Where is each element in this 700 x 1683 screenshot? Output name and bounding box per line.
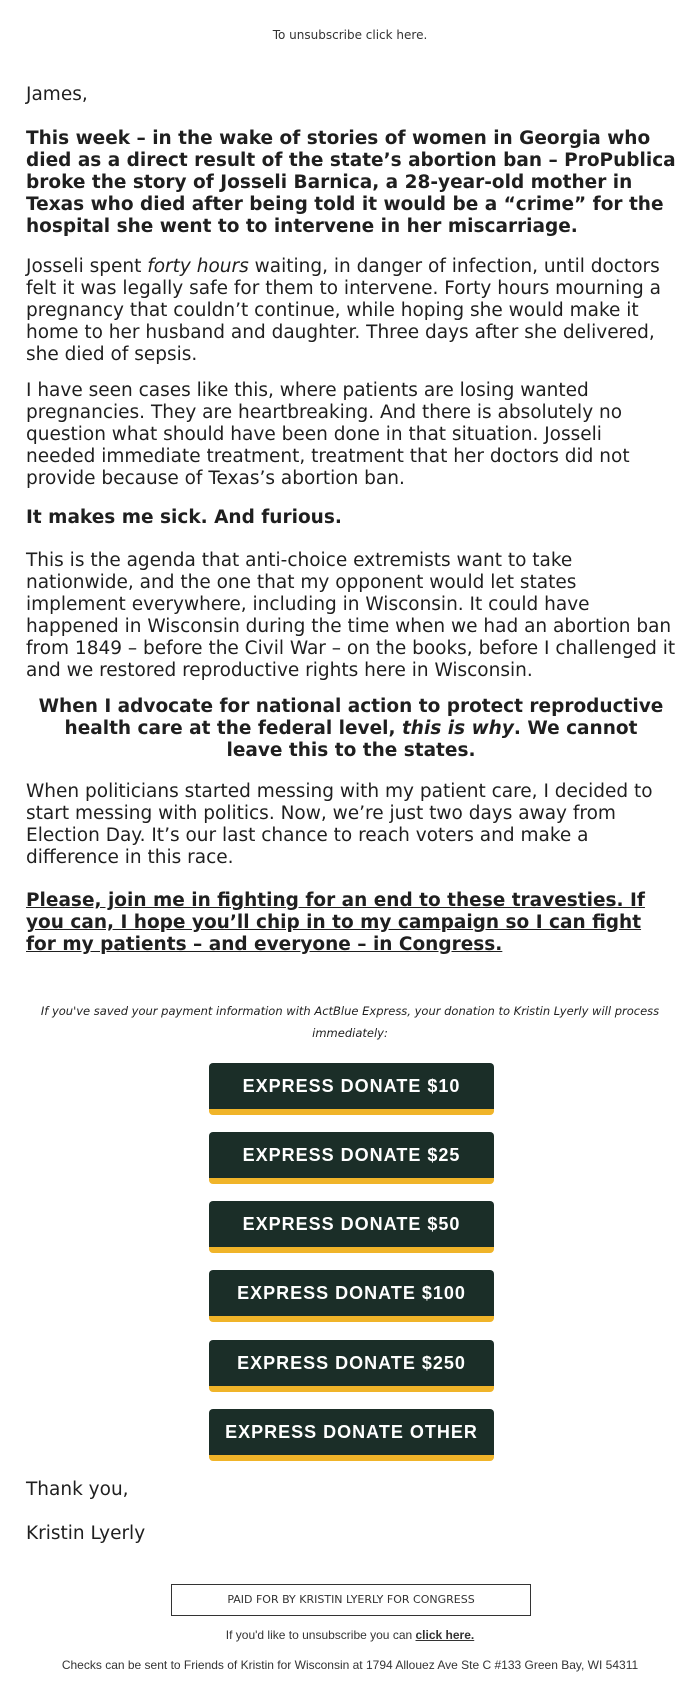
greeting (26, 84, 676, 106)
actblue-note: If you've saved your payment information with ActBlue Express, your donation to Kristin Lyerly will process immediately: (40, 1004, 660, 1040)
paragraph-4-text: It makes me sick. And furious. (26, 507, 342, 528)
greeting-text: James, (26, 84, 88, 105)
p6-before: When I advocate for national action to protect reproductive health care at the federal level, (38, 696, 664, 739)
p6-emphasis: this is why (401, 718, 514, 739)
donate-link[interactable] (26, 890, 676, 956)
paragraph-4 (26, 507, 676, 529)
footer-unsub-prefix: If you'd like to unsubscribe you can (225, 1628, 416, 1642)
paragraph-7-text: When politicians started messing with my patient care, I decided to start messing with politics. Now, we’re just two days away from Election Day. It’s our last chance to reach voters and make a difference in this race. (26, 781, 653, 868)
callout-text (36, 696, 666, 762)
p2-before: Josseli spent (26, 256, 148, 277)
footer-address: Checks can be sent to Friends of Kristin for Wisconsin at 1794 Allouez Ave Ste C #133 Green Bay, WI 54311 (61, 1658, 639, 1672)
paragraph-1 (26, 128, 676, 238)
unsubscribe-link-top[interactable]: To unsubscribe click here. (272, 28, 428, 42)
express-donate-100-button[interactable]: EXPRESS DONATE $100 (209, 1270, 494, 1322)
express-donate-25-button[interactable]: EXPRESS DONATE $25 (209, 1132, 494, 1184)
callout (36, 696, 666, 762)
footer-unsubscribe-link[interactable]: click here. (415, 1628, 475, 1642)
paragraph-3 (26, 380, 676, 490)
signature (26, 1523, 676, 1545)
paragraph-7 (26, 781, 676, 869)
donate-link-text[interactable]: Please, join me in fighting for an end to these travesties. If you can, I hope you’ll chip in to my campaign so I can fight for my patients – and everyone – in Congress. (26, 890, 645, 955)
signoff-text: Thank you, (26, 1479, 129, 1500)
signoff (26, 1479, 676, 1501)
express-donate-10-button[interactable]: EXPRESS DONATE $10 (209, 1063, 494, 1115)
footer-unsubscribe (0, 1628, 700, 1642)
paragraph-3-text: I have seen cases like this, where patients are losing wanted pregnancies. They are heartbreaking. And there is absolutely no question what should have been done in that situation. Josseli needed immediate treatment, treatment that her doctors did not provide because of Texas’s abortion ban. (26, 380, 630, 489)
signature-text: Kristin Lyerly (26, 1523, 146, 1544)
paragraph-2-text (26, 256, 676, 366)
express-donate-other-button[interactable]: EXPRESS DONATE OTHER (209, 1409, 494, 1461)
paid-for-disclaimer: PAID FOR BY KRISTIN LYERLY FOR CONGRESS (171, 1584, 531, 1616)
p2-emphasis: forty hours (147, 256, 249, 277)
paragraph-2 (26, 256, 676, 366)
paragraph-5 (26, 550, 676, 682)
express-donate-250-button[interactable]: EXPRESS DONATE $250 (209, 1340, 494, 1392)
paragraph-5-text: This is the agenda that anti-choice extremists want to take nationwide, and the one that my opponent would let states implement everywhere, including in Wisconsin. It could have happened in Wisconsin during the time when we had an abortion ban from 1849 – before the Civil War – on the books, before I challenged it and we restored reproductive rights here in Wisconsin. (26, 550, 676, 681)
p6-after: . We cannot leave this to the states. (226, 718, 638, 761)
p2-after: waiting, in danger of infection, until doctors felt it was legally safe for them to intervene. Forty hours mourning a pregnancy that couldn’t continue, while hoping she would make it home to her husband and daughter. Three days after she delivered, she died of sepsis. (26, 256, 662, 365)
paragraph-1-text: This week – in the wake of stories of women in Georgia who died as a direct result of the state’s abortion ban – ProPublica broke the story of Josseli Barnica, a 28-year-old mother in Texas who died after being told it would be a “crime” for the hospital she went to to intervene in her miscarriage. (26, 128, 676, 237)
express-donate-50-button[interactable]: EXPRESS DONATE $50 (209, 1201, 494, 1253)
